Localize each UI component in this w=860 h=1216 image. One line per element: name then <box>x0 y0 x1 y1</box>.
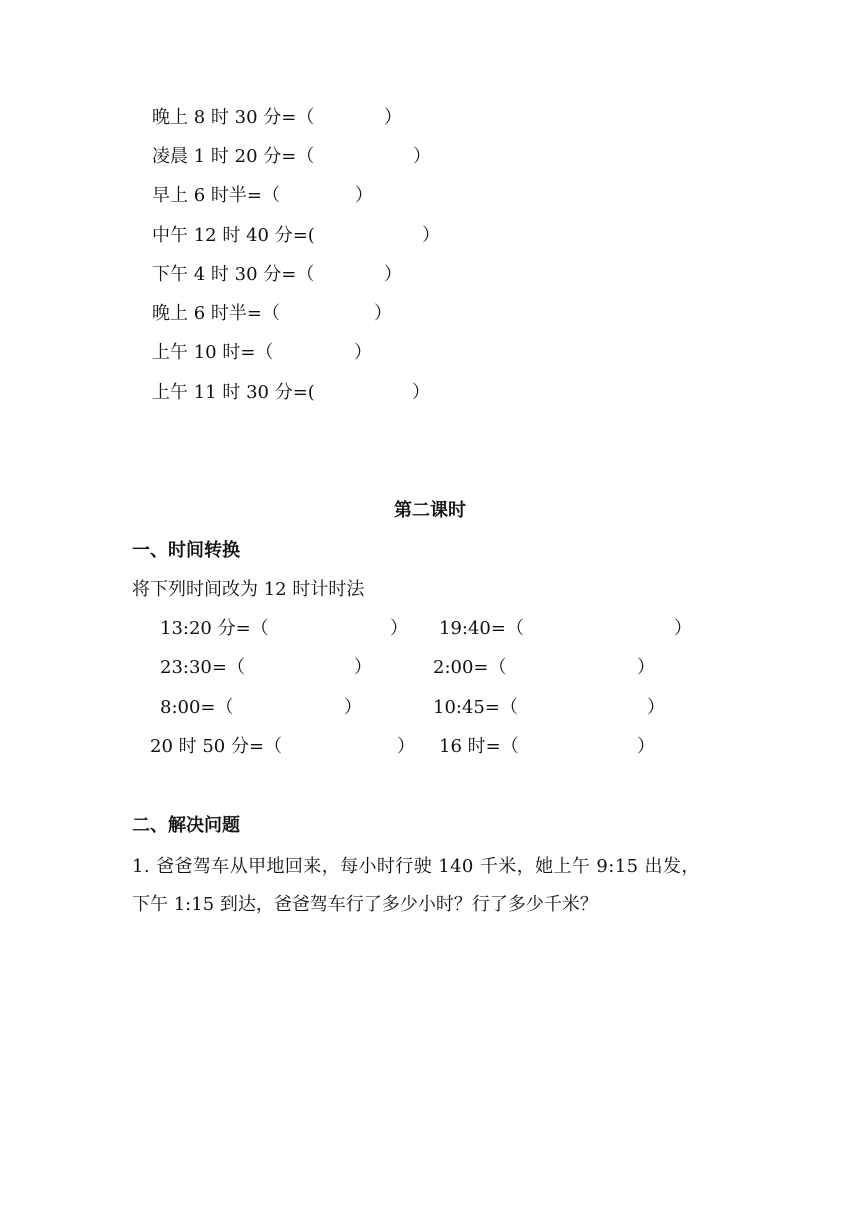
lesson-title: 第二课时 <box>394 500 466 521</box>
time-item: 上午 11 时 30 分=( <box>152 382 315 403</box>
time-item: 中午 12 时 40 分=( <box>152 225 315 246</box>
conversion-left: 20 时 50 分=（ <box>150 736 283 757</box>
time-item: 早上 6 时半=（ <box>152 185 280 206</box>
close-paren: ） <box>355 185 373 206</box>
close-paren: ） <box>384 264 402 285</box>
close-paren: ） <box>354 342 372 363</box>
close-paren: ） <box>637 736 655 757</box>
section-heading-time-conversion: 一、时间转换 <box>132 540 240 561</box>
close-paren: ） <box>412 382 430 403</box>
section-heading-problem-solving: 二、解决问题 <box>132 815 240 836</box>
close-paren: ） <box>397 736 415 757</box>
close-paren: ） <box>384 107 402 128</box>
close-paren: ） <box>344 697 362 718</box>
close-paren: ） <box>390 618 408 639</box>
time-item: 凌晨 1 时 20 分=（ <box>152 146 315 167</box>
close-paren: ） <box>413 146 431 167</box>
time-item: 晚上 8 时 30 分=（ <box>152 107 315 128</box>
time-item: 下午 4 时 30 分=（ <box>152 264 315 285</box>
conversion-right: 16 时=（ <box>439 736 519 757</box>
conversion-left: 13:20 分=（ <box>160 618 269 639</box>
conversion-right: 10:45=（ <box>433 697 518 718</box>
instruction-text: 将下列时间改为 12 时计时法 <box>132 579 365 600</box>
close-paren: ） <box>637 657 655 678</box>
time-item: 上午 10 时=（ <box>152 342 274 363</box>
close-paren: ） <box>354 657 372 678</box>
close-paren: ） <box>674 618 692 639</box>
time-item: 晚上 6 时半=（ <box>152 303 280 324</box>
conversion-left: 8:00=（ <box>160 697 234 718</box>
close-paren: ） <box>647 697 665 718</box>
conversion-right: 19:40=（ <box>439 618 524 639</box>
conversion-right: 2:00=（ <box>433 657 507 678</box>
problem-text-line1: 1. 爸爸驾车从甲地回来，每小时行驶 140 千米，她上午 9:15 出发， <box>132 856 700 877</box>
close-paren: ） <box>422 225 440 246</box>
close-paren: ） <box>374 303 392 324</box>
problem-text-line2: 下午 1:15 到达，爸爸驾车行了多少小时？行了多少千米？ <box>132 894 598 915</box>
conversion-left: 23:30=（ <box>160 657 245 678</box>
